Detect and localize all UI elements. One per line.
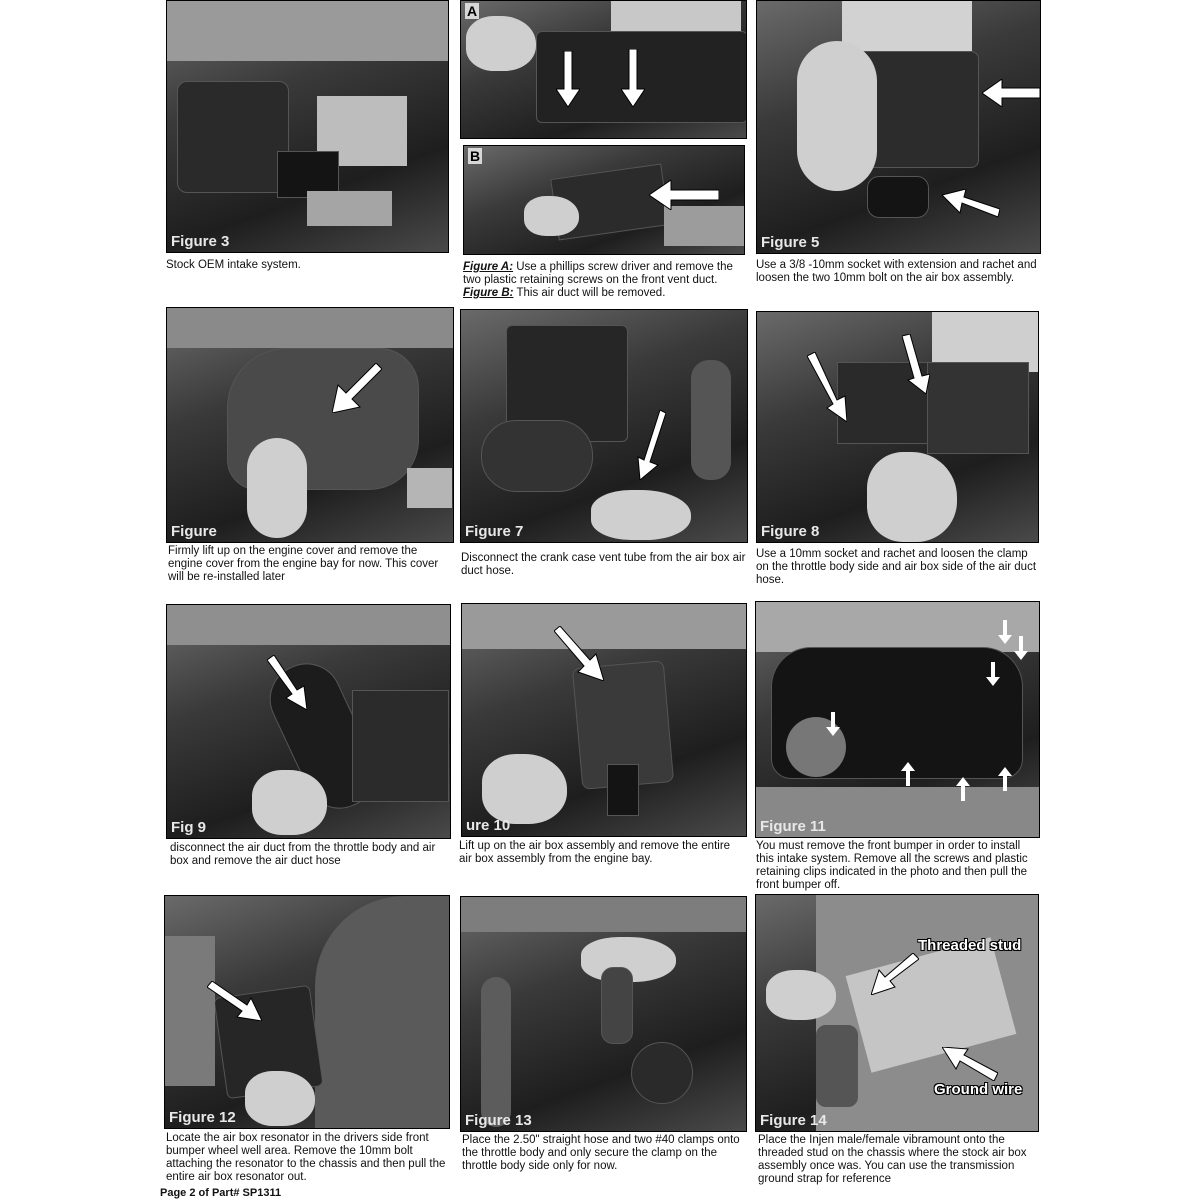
arrow-icon xyxy=(982,79,1040,107)
arrow-icon xyxy=(871,953,919,995)
figure-7-caption: Disconnect the crank case vent tube from the air box air duct hose. xyxy=(461,552,746,577)
page-footer: Page 2 of Part# SP1311 xyxy=(160,1187,282,1199)
figure-3-photo xyxy=(166,0,449,253)
arrow-icon xyxy=(621,49,645,107)
arrow-icon xyxy=(332,363,382,413)
figure-12-label: Figure 12 xyxy=(169,1109,236,1126)
figure-14-photo xyxy=(755,894,1039,1132)
figure-3-caption: Stock OEM intake system. xyxy=(166,259,301,271)
figure-a-caption-text: Use a phillips screw driver and remove the two plastic retaining screws on the front vent duct. xyxy=(463,261,733,286)
figure-12-caption: Locate the air box resonator in the drivers side front bumper wheel well area. Remove the 10mm bolt attaching the resonator to the chassis and then pull the entire air box resonator out. xyxy=(166,1132,446,1183)
figure-b-photo xyxy=(463,145,745,255)
arrow-icon xyxy=(1014,636,1028,660)
figure-9-photo xyxy=(166,604,451,839)
callout-ground-wire: Ground wire xyxy=(934,1081,1023,1098)
arrow-icon xyxy=(207,981,262,1021)
arrow-icon xyxy=(902,334,930,394)
figure-10-photo xyxy=(461,603,747,837)
figure-3-label: Figure 3 xyxy=(171,233,230,250)
arrow-icon xyxy=(649,180,719,210)
arrow-icon xyxy=(826,712,840,736)
arrow-icon xyxy=(267,655,307,710)
figure-b-caption-prefix: Figure B: xyxy=(463,287,514,299)
figure-5-label: Figure 5 xyxy=(761,234,820,251)
figure-13-caption: Place the 2.50" straight hose and two #40 clamps onto the throttle body and only secure the clamp on the throttle body side only for now. xyxy=(462,1134,740,1172)
figure-5-photo xyxy=(756,0,1041,254)
figure-8-caption: Use a 10mm socket and rachet and loosen the clamp on the throttle body side and air box side of the air duct hose. xyxy=(756,548,1037,586)
figure-ab-caption xyxy=(463,261,748,300)
figure-11-label: Figure 11 xyxy=(760,818,826,835)
arrow-icon xyxy=(956,777,970,801)
figure-a-letter: A xyxy=(467,3,478,19)
figure-b-caption-text: This air duct will be removed. xyxy=(513,287,666,299)
figure-13-label: Figure 13 xyxy=(465,1112,532,1129)
figure-10-label: ure 10 xyxy=(466,817,511,834)
figure-12-photo xyxy=(164,895,450,1129)
figure-14-label: Figure 14 xyxy=(760,1112,827,1129)
figure-9-caption: disconnect the air duct from the throttle body and air box and remove the air duct hose xyxy=(170,842,436,867)
figure-6-photo xyxy=(166,307,454,543)
figure-10-caption: Lift up on the air box assembly and remove the entire air box assembly from the engine bay. xyxy=(459,840,731,865)
figure-7-photo xyxy=(460,309,748,543)
figure-a-photo xyxy=(460,0,747,139)
figure-11-photo xyxy=(755,601,1040,838)
arrow-icon xyxy=(942,1047,998,1081)
figure-7-label: Figure 7 xyxy=(465,523,524,540)
figure-b-letter: B xyxy=(470,148,481,164)
arrow-icon xyxy=(998,620,1012,644)
figure-14-caption: Place the Injen male/female vibramount onto the threaded stud on the chassis where the stock air box assembly once was. You can use the transmission ground strap for reference xyxy=(758,1134,1027,1185)
arrow-icon xyxy=(998,767,1012,791)
figure-5-caption: Use a 3/8 -10mm socket with extension and rachet and loosen the two 10mm bolt on the air box assembly. xyxy=(756,259,1037,284)
arrow-icon xyxy=(554,626,604,681)
arrow-icon xyxy=(636,410,666,480)
figure-11-caption: You must remove the front bumper in order to install this intake system. Remove all the screws and plastic retaining clips indicated in the photo and then pull the front bumper off. xyxy=(756,840,1028,891)
figure-8-label: Figure 8 xyxy=(761,523,820,540)
arrow-icon xyxy=(986,662,1000,686)
arrow-icon xyxy=(807,352,847,422)
arrow-icon xyxy=(556,51,580,107)
figure-9-label: Fig 9 xyxy=(171,819,207,836)
figure-6-label: Figure xyxy=(171,523,217,540)
arrow-icon xyxy=(942,189,1000,219)
arrow-icon xyxy=(901,762,915,786)
figure-8-photo xyxy=(756,311,1039,543)
callout-threaded-stud: Threaded stud xyxy=(918,937,1022,954)
figure-6-caption: Firmly lift up on the engine cover and remove the engine cover from the engine bay for now. This cover will be re-installed later xyxy=(168,545,439,583)
figure-a-caption-prefix: Figure A: xyxy=(463,261,514,273)
figure-13-photo xyxy=(460,896,747,1132)
